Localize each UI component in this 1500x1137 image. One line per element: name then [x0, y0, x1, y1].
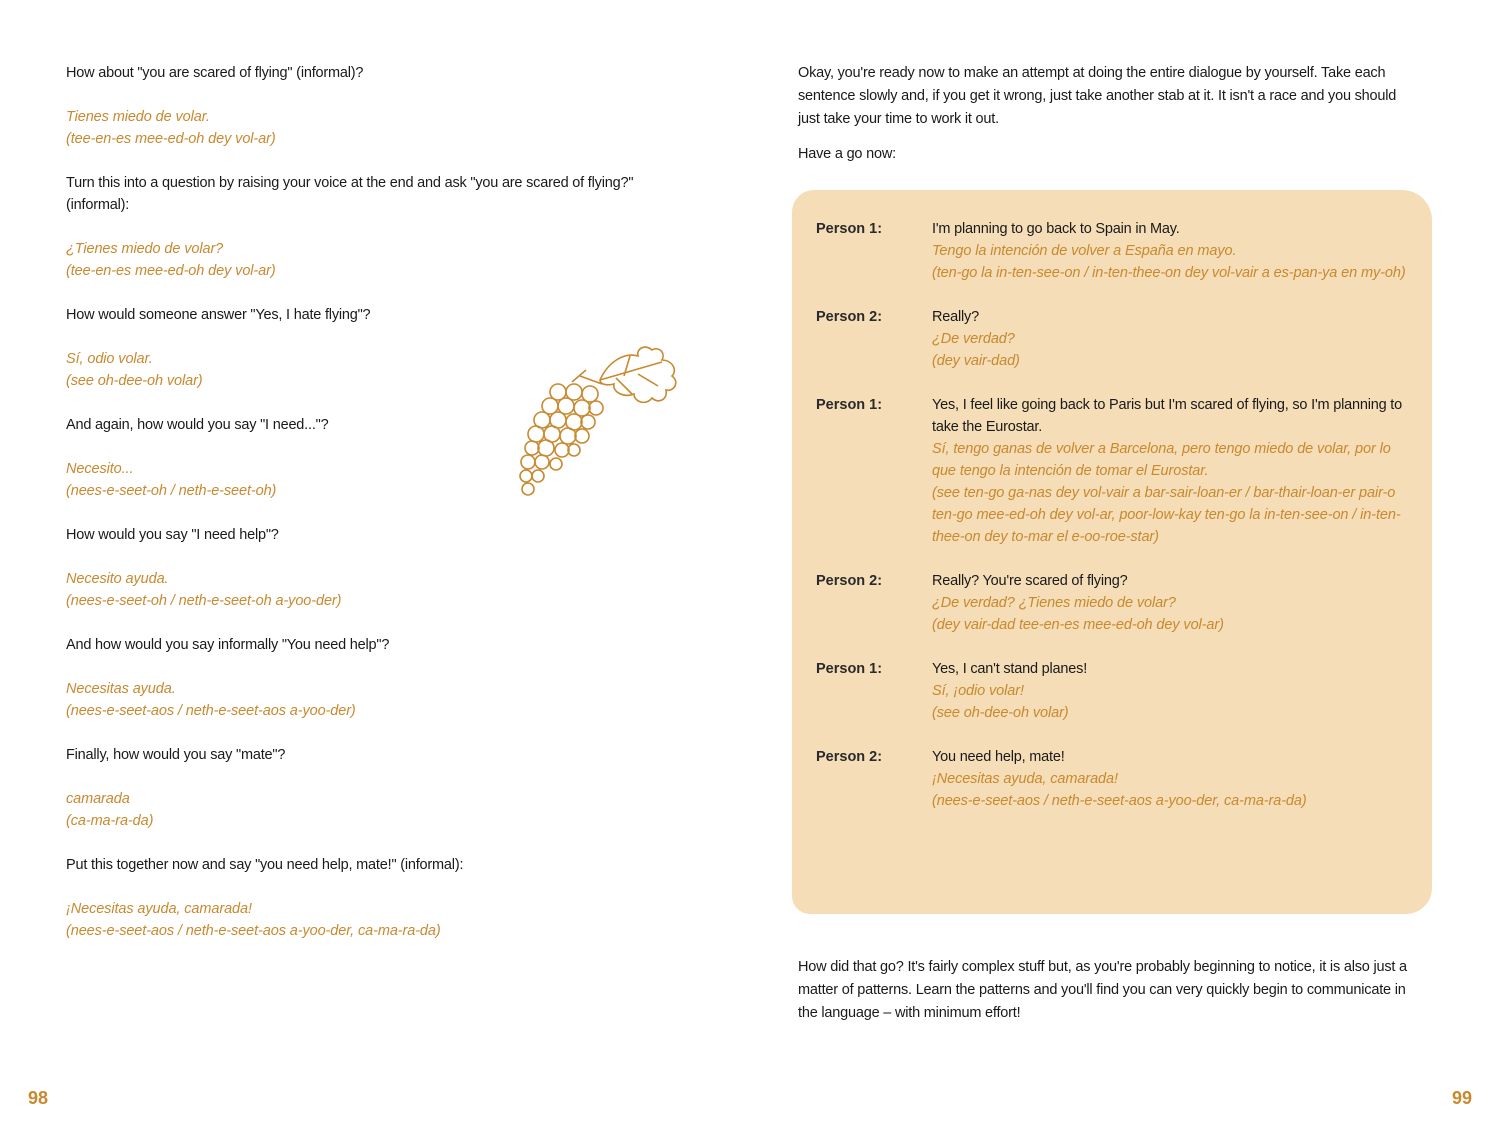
- outro-section: [798, 956, 1408, 1025]
- pronunciation: (nees-e-seet-aos / neth-e-seet-aos a-yoo-der, ca-ma-ra-da): [932, 793, 1307, 809]
- exercise-prompt: And how would you say informally "You need help"?: [66, 637, 390, 653]
- spanish-answer: Necesitas ayuda.: [66, 681, 176, 697]
- pronunciation: (nees-e-seet-aos / neth-e-seet-aos a-yoo-der): [66, 703, 356, 719]
- right-page: [750, 0, 1500, 1137]
- english-line: Really?: [932, 309, 979, 325]
- exercise-block: [66, 172, 706, 282]
- pronunciation: (dey vair-dad tee-en-es mee-ed-oh dey vol-ar): [932, 617, 1224, 633]
- pronunciation: (ten-go la in-ten-see-on / in-ten-thee-on dey vol-vair a es-pan-ya en my-oh): [932, 265, 1406, 281]
- exercise-block: [66, 854, 706, 942]
- pronunciation: (nees-e-seet-aos / neth-e-seet-aos a-yoo-der, ca-ma-ra-da): [66, 923, 441, 939]
- page-number: 99: [1451, 1088, 1472, 1108]
- speaker-label: Person 1:: [816, 661, 883, 677]
- speaker-label: Person 2:: [816, 573, 883, 589]
- exercise-prompt: How about "you are scared of flying" (informal)?: [66, 65, 364, 81]
- have-a-go-text: Have a go now:: [798, 146, 896, 162]
- exercise-block: [66, 634, 706, 722]
- pronunciation: (nees-e-seet-oh / neth-e-seet-oh a-yoo-der): [66, 593, 342, 609]
- spanish-line: ¿De verdad?: [932, 331, 1015, 347]
- spanish-answer: Tienes miedo de volar.: [66, 109, 210, 125]
- pronunciation: (ca-ma-ra-da): [66, 813, 154, 829]
- spanish-line: Sí, tengo ganas de volver a Barcelona, pero tengo miedo de volar, por lo que tengo la intención de tomar el Eurostar.: [932, 441, 1391, 479]
- spanish-line: ¡Necesitas ayuda, camarada!: [932, 771, 1118, 787]
- speaker-label: Person 1:: [816, 397, 883, 413]
- spanish-answer: Necesito ayuda.: [66, 571, 169, 587]
- english-line: Yes, I feel like going back to Paris but I'm scared of flying, so I'm planning to take the Eurostar.: [932, 397, 1402, 435]
- exercise-prompt: And again, how would you say "I need..."?: [66, 417, 329, 433]
- exercise-prompt: Turn this into a question by raising your voice at the end and ask "you are scared of flying?" (informal):: [66, 175, 634, 213]
- outro-paragraph: How did that go? It's fairly complex stuff but, as you're probably beginning to notice, it is also just a matter of patterns. Learn the patterns and you'll find you can very quickly begin to communicate in the language – with minimum effort!: [798, 959, 1407, 1021]
- dialogue-turn: [816, 658, 1416, 724]
- spanish-answer: Sí, odio volar.: [66, 351, 153, 367]
- speaker-label: Person 2:: [816, 749, 883, 765]
- pronunciation: (tee-en-es mee-ed-oh dey vol-ar): [66, 263, 276, 279]
- exercise-prompt: How would you say "I need help"?: [66, 527, 279, 543]
- intro-paragraph: Okay, you're ready now to make an attempt at doing the entire dialogue by yourself. Take each sentence slowly and, if you get it wrong, just take another stab at it. It isn't a race and you should just take your time to work it out.: [798, 65, 1397, 127]
- exercise-block: [66, 524, 706, 612]
- spanish-line: Tengo la intención de volver a España en mayo.: [932, 243, 1237, 259]
- spanish-line: Sí, ¡odio volar!: [932, 683, 1024, 699]
- exercise-block: [66, 62, 706, 150]
- english-line: Really? You're scared of flying?: [932, 573, 1128, 589]
- dialogue-turn: [816, 570, 1416, 636]
- page-number: 98: [28, 1088, 49, 1108]
- pronunciation: (see oh-dee-oh volar): [932, 705, 1069, 721]
- spanish-answer: ¡Necesitas ayuda, camarada!: [66, 901, 252, 917]
- english-line: I'm planning to go back to Spain in May.: [932, 221, 1180, 237]
- dialogue-turn: [816, 218, 1416, 284]
- pronunciation: (dey vair-dad): [932, 353, 1020, 369]
- dialogue-box: [792, 190, 1432, 914]
- intro-section: [798, 62, 1408, 166]
- dialogue-turn: [816, 746, 1416, 812]
- exercise-prompt: Put this together now and say "you need help, mate!" (informal):: [66, 857, 464, 873]
- exercise-block: [66, 744, 706, 832]
- spanish-answer: camarada: [66, 791, 130, 807]
- spanish-answer: Necesito...: [66, 461, 134, 477]
- speaker-label: Person 1:: [816, 221, 883, 237]
- exercise-prompt: How would someone answer "Yes, I hate flying"?: [66, 307, 371, 323]
- speaker-label: Person 2:: [816, 309, 883, 325]
- english-line: You need help, mate!: [932, 749, 1065, 765]
- exercise-prompt: Finally, how would you say "mate"?: [66, 747, 286, 763]
- grapes-icon: [512, 342, 684, 514]
- dialogue: [816, 218, 1416, 834]
- english-line: Yes, I can't stand planes!: [932, 661, 1088, 677]
- dialogue-turn: [816, 394, 1416, 548]
- pronunciation: (nees-e-seet-oh / neth-e-seet-oh): [66, 483, 277, 499]
- spanish-answer: ¿Tienes miedo de volar?: [66, 241, 224, 257]
- pronunciation: (see oh-dee-oh volar): [66, 373, 203, 389]
- pronunciation: (see ten-go ga-nas dey vol-vair a bar-sair-loan-er / bar-thair-loan-er pair-o ten-go mee-ed-oh dey vol-ar, poor-low-kay ten-go la in-ten-see-on / in-ten-thee-on dey to-mar el e-oo-roe-star): [932, 485, 1401, 545]
- pronunciation: (tee-en-es mee-ed-oh dey vol-ar): [66, 131, 276, 147]
- dialogue-turn: [816, 306, 1416, 372]
- spanish-line: ¿De verdad? ¿Tienes miedo de volar?: [932, 595, 1176, 611]
